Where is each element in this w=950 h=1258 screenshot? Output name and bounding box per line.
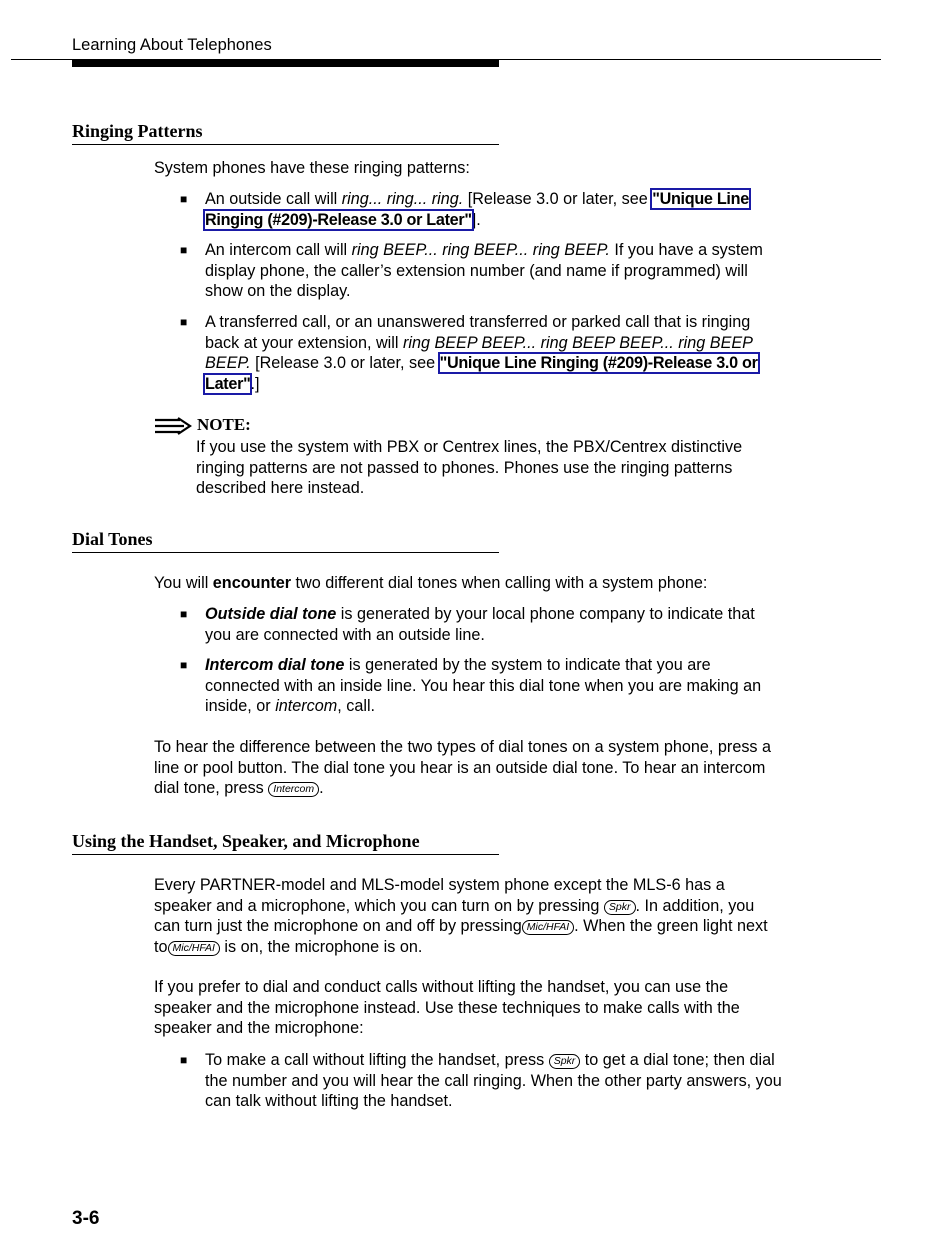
note-label: NOTE:: [197, 415, 251, 434]
note-arrow-icon: [154, 417, 192, 435]
dial-paragraph: To hear the difference between the two types of dial tones on a system phone, press a line or pool button. The dial tone you hear is an outside dial tone. To hear an intercom dial tone, press Intercom .: [154, 738, 772, 797]
spkr-key-icon: Spkr: [604, 900, 636, 915]
ringing-intro: System phones have these ringing patterns:: [154, 159, 470, 177]
bullet-icon: ■: [180, 607, 188, 621]
spkr-key-icon: Spkr: [549, 1054, 581, 1069]
bullet-icon: ■: [180, 243, 188, 257]
mic-key-icon: Mic/HFAI: [168, 941, 220, 956]
mic-key-icon: Mic/HFAI: [522, 920, 574, 935]
cross-reference-link[interactable]: "Unique Line Ringing (#209)-Release 3.0 or Later": [205, 354, 758, 393]
bullet-icon: ■: [180, 192, 188, 206]
section-title-dial-tones: Dial Tones: [72, 528, 499, 553]
bullet-icon: ■: [180, 658, 188, 672]
header-rule-thick: [72, 60, 499, 67]
dial-intro: You will encounter two different dial tones when calling with a system phone:: [154, 574, 708, 592]
cross-reference-link[interactable]: "Unique Line Ringing (#209)-Release 3.0 or Later": [205, 190, 749, 229]
note-text: If you use the system with PBX or Centrex lines, the PBX/Centrex distinctive ringing patterns are not passed to phones. Phones use the ringing patterns described here instead.: [196, 438, 743, 497]
intercom-key-icon: Intercom: [268, 782, 319, 797]
handset-paragraph-2: If you prefer to dial and conduct calls without lifting the handset, you can use the speaker and the microphone instead. Use these techniques to make calls with the speaker and the microphone:: [154, 978, 740, 1037]
bullet-icon: ■: [180, 1053, 188, 1067]
handset-paragraph-1: Every PARTNER-model and MLS-model system phone except the MLS-6 has a speaker and a microphone, which you can turn on by pressing Spkr . In addition, you can turn just the microphone on and off by pressing Mic/HFAI . When the green light next to Mic/HFAI is on, the microphone is on.: [154, 876, 768, 956]
section-title-ringing: Ringing Patterns: [72, 120, 499, 145]
section-title-handset: Using the Handset, Speaker, and Microphone: [72, 830, 499, 855]
page-number: 3-6: [72, 1208, 100, 1229]
bullet-icon: ■: [180, 315, 188, 329]
running-head: Learning About Telephones: [72, 36, 272, 54]
